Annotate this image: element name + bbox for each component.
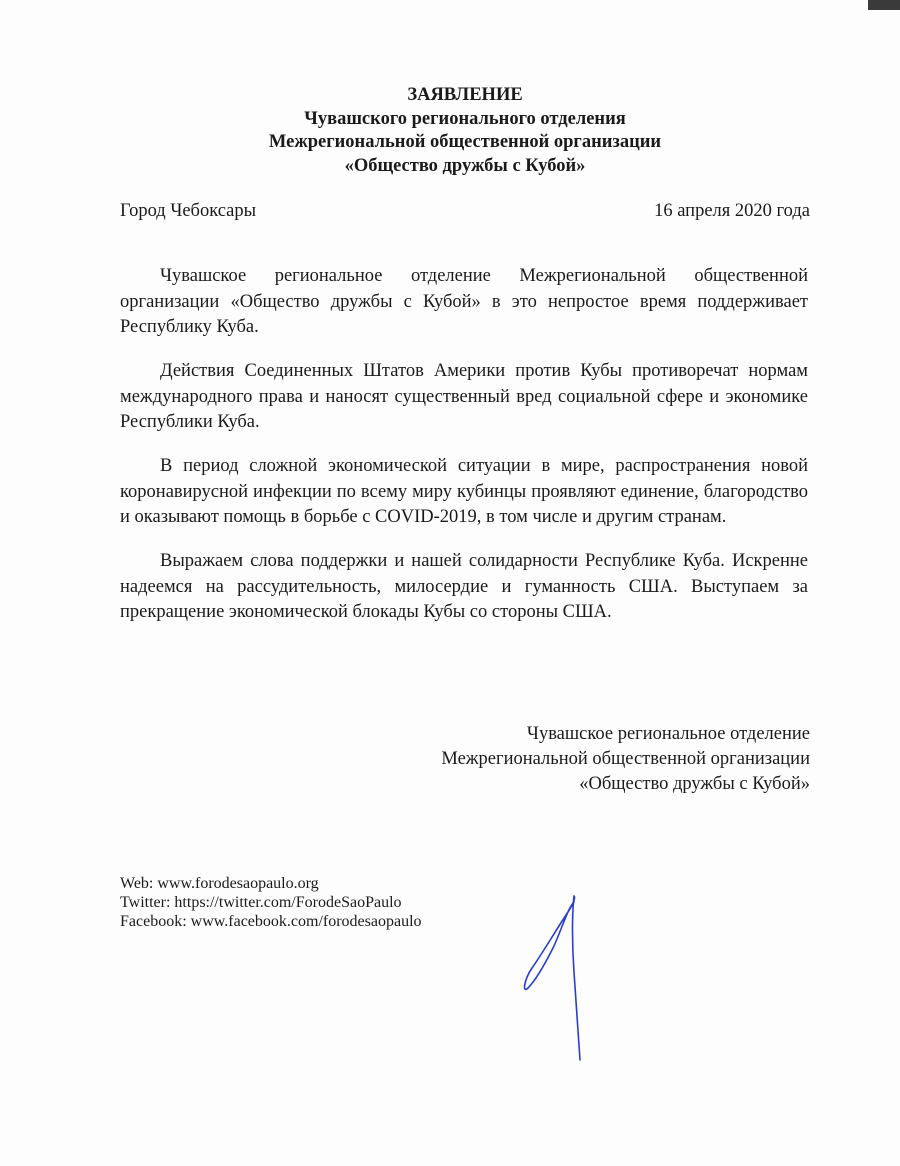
statement-body xyxy=(120,264,808,644)
scan-edge-mark xyxy=(868,0,900,10)
paragraph-1: Чувашское региональное отделение Межрегиональной общественной организации «Общество дружбы с Кубой» в это непростое время поддерживает Республику Куба. xyxy=(120,266,808,337)
twitter-link[interactable]: Twitter: https://twitter.com/ForodeSaoPaulo xyxy=(120,894,402,911)
document-title: ЗАЯВЛЕНИЕ xyxy=(407,85,523,105)
facebook-link[interactable]: Facebook: www.facebook.com/forodesaopaulo xyxy=(120,913,422,930)
handwritten-signature xyxy=(510,888,620,1068)
signatory-block xyxy=(340,722,810,797)
signatory-line-1: Чувашское региональное отделение xyxy=(526,724,810,744)
header-line-2: Чувашского регионального отделения xyxy=(304,108,626,129)
paragraph-2: Действия Соединенных Штатов Америки против Кубы противоречат нормам международного права и наносят существенный вред социальной сфере и экономике Республики Куба. xyxy=(120,361,808,432)
signatory-line-2: Межрегиональной общественной организации xyxy=(441,749,810,769)
signature-stroke xyxy=(525,896,580,1060)
header-line-4: «Общество дружбы с Кубой» xyxy=(344,155,586,176)
document-header xyxy=(120,84,810,178)
header-line-3: Межрегиональной общественной организации xyxy=(268,132,662,152)
web-link[interactable]: Web: www.forodesaopaulo.org xyxy=(120,875,319,892)
city-label: Город Чебоксары xyxy=(120,201,257,221)
contacts-block xyxy=(120,874,540,931)
signatory-line-3: «Общество дружбы с Кубой» xyxy=(579,774,810,794)
paragraph-4: Выражаем слова поддержки и нашей солидарности Республике Куба. Искренне надеемся на рассудительность, милосердие и гуманность США. Выступаем за прекращение экономической блокады Кубы со стороны США. xyxy=(120,551,808,622)
paragraph-3: В период сложной экономической ситуации в мире, распространения новой коронавирусной инфекции по всему миру кубинцы проявляют единение, благородство и оказывают помощь в борьбе с COVID-2019, в том числе и другим странам. xyxy=(120,456,808,527)
date-label: 16 апреля 2020 года xyxy=(654,201,810,221)
